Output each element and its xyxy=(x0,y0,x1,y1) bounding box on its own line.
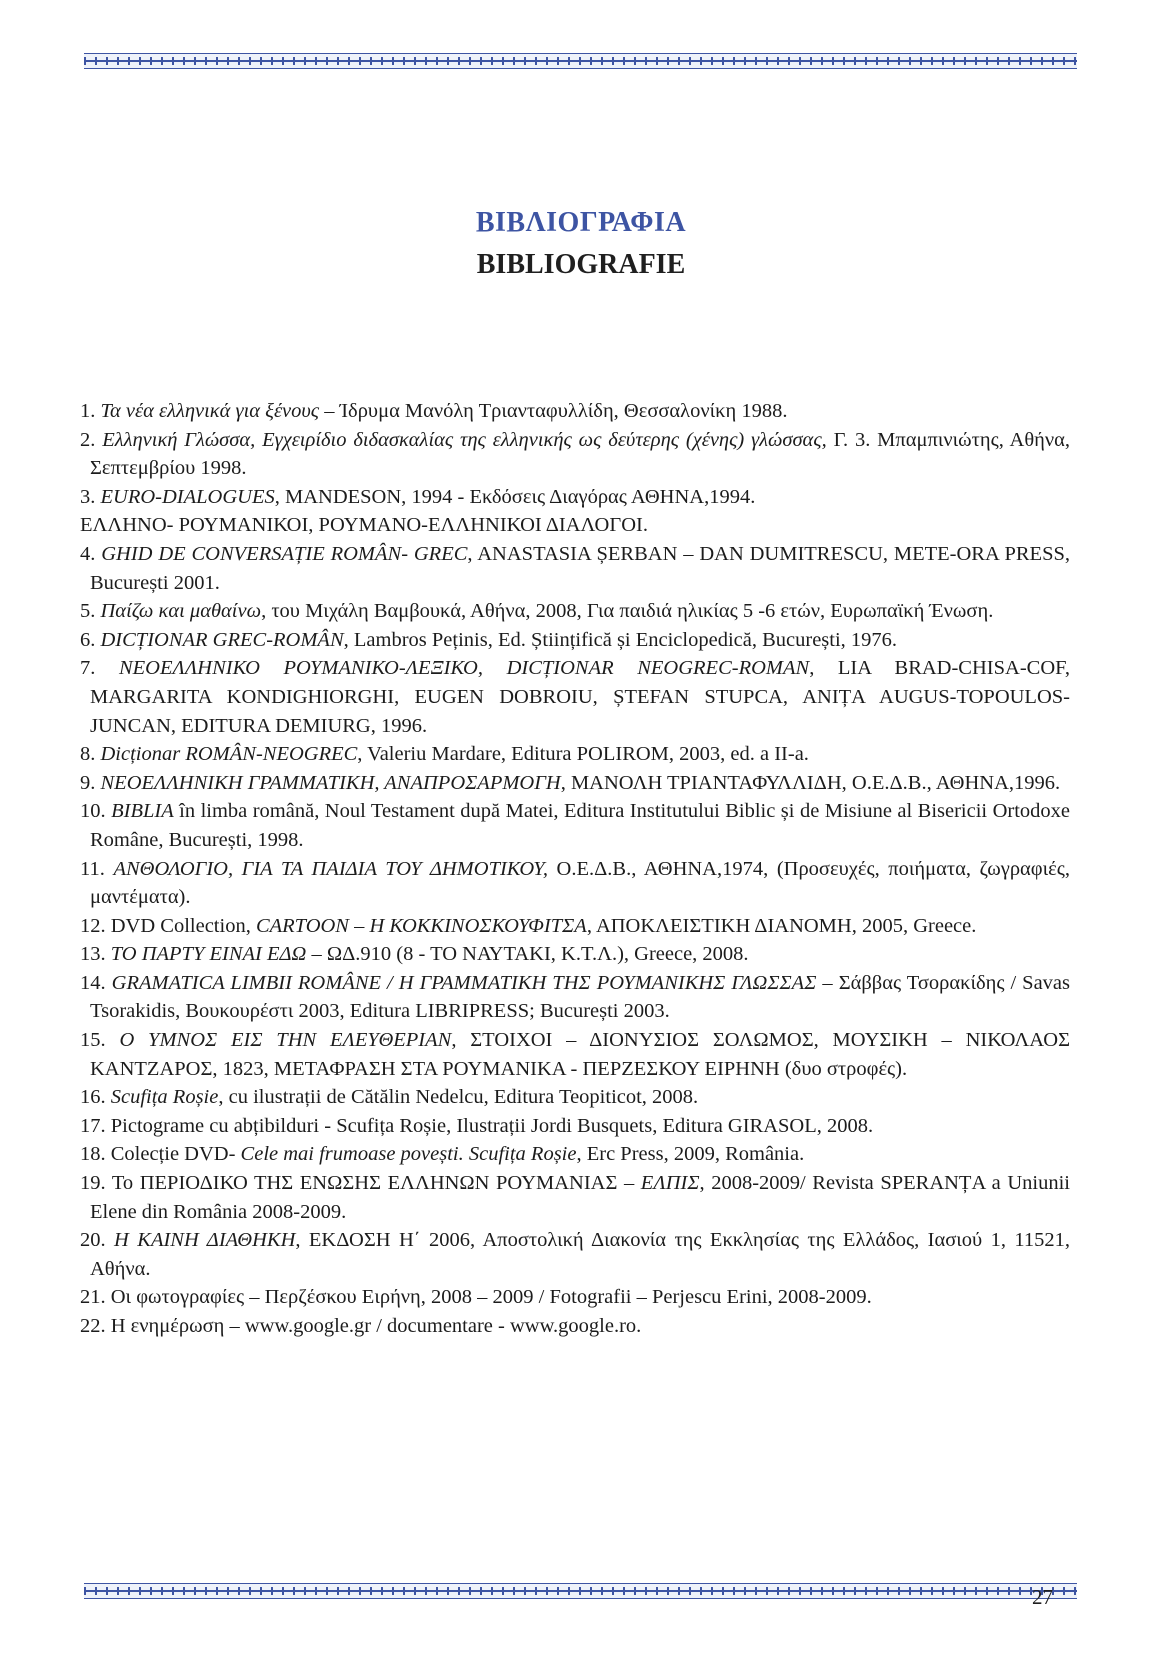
entry-details: , ANASTASIA ȘERBAN – DAN DUMITRESCU, METE-ORA PRESS, București 2001. xyxy=(90,542,1070,594)
entry-number: 10. xyxy=(80,800,106,823)
entry-title: Η ΚΑΙΝΗ ΔΙΑΘΗΚΗ xyxy=(114,1229,296,1252)
entry-details: Γ. 3. Μπαμπινιώτης, Αθήνα, Σεπτεμβρίου 1998. xyxy=(90,428,1071,480)
entry-number: 3. xyxy=(80,485,96,508)
greek-key-border-bottom xyxy=(84,1583,1077,1599)
entry-title: ΝΕΟΕΛΛΗΝΙΚΗ ΓΡΑΜΜΑΤΙΚΗ, ΑΝΑΠΡΟΣΑΡΜΟΓΗ xyxy=(100,771,561,794)
entry-number: 8. xyxy=(80,743,96,766)
greek-key-border-top xyxy=(84,53,1077,69)
entry-number: 9. xyxy=(80,771,96,794)
entry-details: , Valeriu Mardare, Editura POLIROM, 2003, ed. a II-a. xyxy=(357,743,809,766)
bibliography-entry xyxy=(80,626,1070,655)
entry-details: Οι φωτογραφίες – Περζέσκου Ειρήνη, 2008 – 2009 / Fotografii – Perjescu Erini, 2008-2009. xyxy=(110,1286,872,1309)
bibliography-entry xyxy=(80,1140,1070,1169)
bibliography-entry xyxy=(80,426,1070,483)
entry-details: , cu ilustrații de Cătălin Nedelcu, Editura Teopiticot, 2008. xyxy=(218,1086,699,1109)
bibliography-entry xyxy=(80,511,1070,540)
entry-title: Ελληνική Γλώσσα, Εγχειρίδιο διδασκαλίας της ελληνικής ως δεύτερης (χένης) γλώσσας, xyxy=(102,428,827,451)
bibliography-entry xyxy=(80,1112,1070,1141)
bibliography-entry xyxy=(80,769,1070,798)
entry-details: , του Μιχάλη Βαμβουκά, Αθήνα, 2008, Για παιδιά ηλικίας 5 -6 ετών, Ευρωπαϊκή Ένωση. xyxy=(261,600,994,623)
entry-details: , ΜΑΝΟΛΗ ΤΡΙΑΝΤΑΦΥΛΛΙΔΗ, Ο.Ε.Δ.Β., ΑΘΗΝΑ,1996. xyxy=(560,771,1061,794)
entry-number: 21. xyxy=(80,1286,106,1309)
entry-details: – Ίδρυμα Μανόλη Τριανταφυλλίδη, Θεσσαλονίκη 1988. xyxy=(319,400,788,422)
entry-title: GHID DE CONVERSAȚIE ROMÂN- GREC xyxy=(101,542,468,565)
entry-details: , ΕΚΔΟΣΗ Η΄ 2006, Αποστολική Διακονία της Εκκλησίας της Ελλάδος, Ιασιού 1, 11521, Αθήνα. xyxy=(90,1229,1070,1280)
bibliography-entry xyxy=(80,940,1070,969)
entry-title: BIBLIA xyxy=(111,800,174,823)
bibliography-entry xyxy=(80,969,1070,1026)
entry-number: 15. xyxy=(80,1029,106,1052)
page-title-greek: ΒΙΒΛΙΟΓΡΑΦΙΑ xyxy=(475,207,687,238)
entry-title: ΝΕΟΕΛΛΗΝΙΚΟ ΡΟΥΜΑΝΙΚΟ-ΛΕΞΙΚΟ, DICȚIONAR NEOGREC-ROMAN xyxy=(118,657,810,680)
bibliography-entry xyxy=(80,540,1070,597)
entry-title: CARTOON – Η ΚΟΚΚΙΝΟΣΚΟΥΦΙΤΣΑ xyxy=(255,914,587,937)
entry-number: 5. xyxy=(80,600,96,623)
entry-number: 1. xyxy=(80,400,96,422)
bibliography-entry xyxy=(80,483,1070,512)
entry-number: 13. xyxy=(80,943,106,966)
entry-details: , Lambros Peținis, Ed. Științifică și Enciclopedică, București, 1976. xyxy=(343,628,898,651)
entry-title: ΕΛΠΙΣ xyxy=(640,1172,700,1195)
entry-number: 14. xyxy=(80,971,106,994)
entry-title: Dicționar ROMÂN-NEOGREC xyxy=(100,743,358,766)
entry-title: EURO-DIALOGUES xyxy=(100,485,275,508)
entry-title: Scufița Roșie xyxy=(110,1086,219,1109)
entry-title: Παίζω και μαθαίνω xyxy=(100,600,262,623)
bibliography-entry xyxy=(80,797,1070,854)
entry-details: – ΩΔ.910 (8 - ΤΟ ΝΑΥΤΑΚΙ, Κ.Τ.Λ.), Greece, 2008. xyxy=(306,943,749,966)
entry-details: , ΑΠΟΚΛΕΙΣΤΙΚΗ ΔΙΑΝΟΜΗ, 2005, Greece. xyxy=(586,914,977,937)
bibliography-entry xyxy=(80,1283,1070,1312)
entry-prefix: DVD Collection, xyxy=(110,914,256,937)
entry-details: Pictograme cu abțibilduri - Scufița Roșie, Ilustrații Jordi Busquets, Editura GIRASOL, 2008. xyxy=(110,1114,874,1137)
entry-number: 17. xyxy=(80,1114,106,1137)
entry-title: ΑΝΘΟΛΟΓΙΟ, ΓΙΑ ΤΑ ΠΑΙΔΙΑ ΤΟΥ ΔΗΜΟΤΙΚΟΥ, xyxy=(113,857,548,880)
entry-details: Ο.Ε.Δ.Β., ΑΘΗΝΑ,1974, (Προσευχές, ποιήματα, ζωγραφιές, μαντέματα). xyxy=(90,857,1070,909)
entry-details: – Σάββας Τσορακίδης / Savas Tsorakidis, Βουκουρέστι 2003, Editura LIBRIPRESS; București 2003. xyxy=(90,971,1071,1023)
entry-number: 22. xyxy=(80,1315,106,1337)
entry-prefix: Το ΠΕΡΙΟΔΙΚΟ ΤΗΣ ΕΝΩΣΗΣ ΕΛΛΗΝΩΝ ΡΟΥΜΑΝΙΑΣ – xyxy=(111,1172,641,1195)
entry-details: , ΣΤΟΙΧΟΙ – ΔΙΟΝΥΣΙΟΣ ΣΟΛΩΜΟΣ, ΜΟΥΣΙΚΗ – ΝΙΚΟΛΑΟΣ ΚΑΝΤΖΑΡΟΣ, 1823, ΜΕΤΑΦΡΑΣΗ ΣΤΑ ΡΟΥΜΑΝΙΚΑ - ΠΕΡΖΕΣΚΟΥ ΕΙΡΗΝΗ (δυο στροφές). xyxy=(90,1029,1070,1080)
entry-details: , MANDESON, 1994 - Εκδόσεις Διαγόρας ΑΘΗΝΑ,1994. xyxy=(274,485,756,508)
entry-title: GRAMATICA LIMBII ROMÂNE / Η ΓΡΑΜΜΑΤΙΚΗ ΤΗΣ ΡΟΥΜΑΝΙΚΗΣ ΓΛΩΣΣΑΣ xyxy=(111,971,817,994)
entry-title: Ο ΥΜΝΟΣ ΕΙΣ ΤΗΝ ΕΛΕΥΘΕΡΙΑΝ xyxy=(119,1029,452,1052)
entry-number: 18. xyxy=(80,1143,106,1166)
entry-number: 11. xyxy=(80,857,105,880)
entry-details: , Erc Press, 2009, România. xyxy=(576,1143,805,1166)
page-title-romanian: BIBLIOGRAFIE xyxy=(476,249,686,280)
page-number: 27 xyxy=(1032,1585,1053,1609)
entry-number: 6. xyxy=(80,628,96,651)
entry-title: ΤΟ ΠΑΡΤΥ ΕΙΝΑΙ ΕΔΩ xyxy=(110,943,307,966)
entry-number: 4. xyxy=(80,542,96,565)
entry-number: 16. xyxy=(80,1086,106,1109)
bibliography-entry xyxy=(80,1312,1070,1341)
entry-prefix: Colecție DVD- xyxy=(110,1143,241,1166)
entry-number: 19. xyxy=(80,1172,106,1195)
bibliography-entry xyxy=(80,1026,1070,1083)
entry-number: 12. xyxy=(80,914,106,937)
bibliography-entry xyxy=(80,740,1070,769)
entry-title: DICȚIONAR GREC-ROMÂN xyxy=(100,628,344,651)
entry-title: Cele mai frumoase povești. Scufița Roșie xyxy=(240,1143,577,1166)
bibliography-entry xyxy=(80,597,1070,626)
entry-number: 20. xyxy=(80,1229,106,1252)
bibliography-list xyxy=(80,397,1070,1341)
entry-details: , LIA BRAD-CHISA-COF, MARGARITA KONDIGHIORGHI, EUGEN DOBROIU, ȘTEFAN STUPCA, ANIȚA AUGUS-TOPOULOS-JUNCAN, EDITURA DEMIURG, 1996. xyxy=(90,657,1071,737)
entry-number: 2. xyxy=(80,428,96,451)
bibliography-entry xyxy=(80,1169,1070,1226)
entry-details: Η ενημέρωση – www.google.gr / documentare - www.google.ro. xyxy=(110,1315,642,1337)
bibliography-entry xyxy=(80,1226,1070,1283)
bibliography-entry xyxy=(80,1083,1070,1112)
bibliography-entry xyxy=(80,855,1070,912)
bibliography-entry xyxy=(80,397,1070,426)
bibliography-entry xyxy=(80,654,1070,740)
bibliography-entry xyxy=(80,912,1070,941)
entry-details: în limba română, Noul Testament după Matei, Editura Institutului Biblic și de Misiune al Bisericii Ortodoxe Române, București, 1998. xyxy=(90,800,1071,851)
entry-number: 7. xyxy=(80,657,96,680)
entry-details: , 2008-2009/ Revista SPERANȚA a Uniunii Elene din România 2008-2009. xyxy=(90,1172,1070,1223)
entry-details: ΕΛΛΗΝΟ- ΡΟΥΜΑΝΙΚΟΙ, ΡΟΥΜΑΝΟ-ΕΛΛΗΝΙΚΟΙ ΔΙΑΛΟΓΟΙ. xyxy=(80,514,648,537)
entry-title: Τα νέα ελληνικά για ξένους xyxy=(100,400,320,422)
